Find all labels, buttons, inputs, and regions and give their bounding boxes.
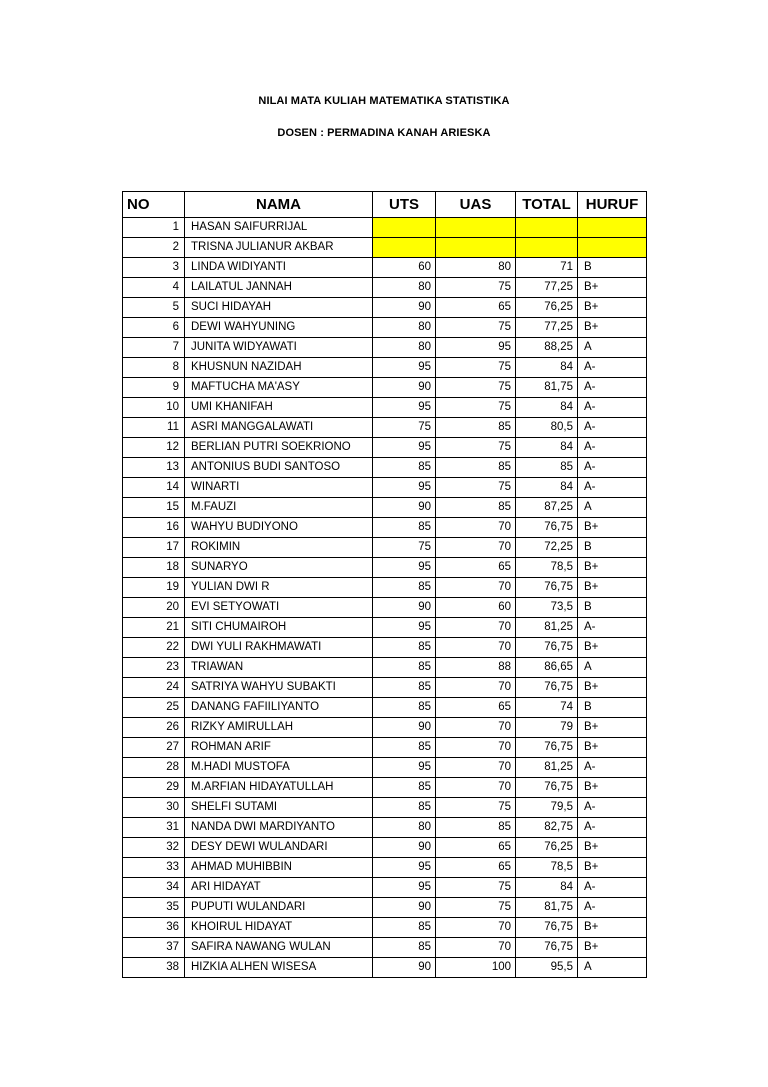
- cell-nama: SUCI HIDAYAH: [185, 298, 373, 318]
- cell-nama: WAHYU BUDIYONO: [185, 518, 373, 538]
- table-row: [123, 578, 647, 598]
- cell-uts: 90: [373, 598, 436, 618]
- cell-total: 77,25: [516, 278, 578, 298]
- cell-uts: 80: [373, 818, 436, 838]
- cell-total: 76,75: [516, 778, 578, 798]
- cell-uas: 65: [436, 838, 516, 858]
- table-row: [123, 938, 647, 958]
- table-row: [123, 618, 647, 638]
- cell-nama: AHMAD MUHIBBIN: [185, 858, 373, 878]
- cell-no: 17: [123, 538, 185, 558]
- cell-no: 15: [123, 498, 185, 518]
- cell-huruf: [578, 218, 647, 238]
- cell-total: 81,75: [516, 378, 578, 398]
- cell-uts: 85: [373, 698, 436, 718]
- cell-nama: SHELFI SUTAMI: [185, 798, 373, 818]
- cell-uas: 80: [436, 258, 516, 278]
- cell-nama: SATRIYA WAHYU SUBAKTI: [185, 678, 373, 698]
- cell-nama: LINDA WIDIYANTI: [185, 258, 373, 278]
- cell-total: 85: [516, 458, 578, 478]
- cell-uts: 90: [373, 378, 436, 398]
- cell-uas: 95: [436, 338, 516, 358]
- cell-huruf: A-: [578, 798, 647, 818]
- cell-no: 1: [123, 218, 185, 238]
- cell-nama: DESY DEWI WULANDARI: [185, 838, 373, 858]
- cell-uts: 75: [373, 418, 436, 438]
- cell-uts: 85: [373, 678, 436, 698]
- cell-uts: 90: [373, 498, 436, 518]
- cell-total: 81,25: [516, 758, 578, 778]
- cell-uts: 95: [373, 398, 436, 418]
- cell-uas: 65: [436, 698, 516, 718]
- cell-uas: 70: [436, 938, 516, 958]
- table-row: [123, 778, 647, 798]
- cell-no: 19: [123, 578, 185, 598]
- cell-no: 9: [123, 378, 185, 398]
- cell-total: 76,75: [516, 638, 578, 658]
- cell-huruf: A-: [578, 458, 647, 478]
- cell-no: 30: [123, 798, 185, 818]
- cell-total: [516, 218, 578, 238]
- cell-total: 84: [516, 438, 578, 458]
- cell-nama: NANDA DWI MARDIYANTO: [185, 818, 373, 838]
- cell-uas: [436, 218, 516, 238]
- cell-huruf: B+: [578, 518, 647, 538]
- cell-uas: 70: [436, 678, 516, 698]
- cell-uts: 95: [373, 438, 436, 458]
- cell-no: 2: [123, 238, 185, 258]
- cell-uas: 75: [436, 358, 516, 378]
- cell-uas: 70: [436, 718, 516, 738]
- cell-no: 20: [123, 598, 185, 618]
- cell-total: 76,75: [516, 918, 578, 938]
- table-row: [123, 878, 647, 898]
- cell-nama: HASAN SAIFURRIJAL: [185, 218, 373, 238]
- table-row: [123, 598, 647, 618]
- cell-no: 8: [123, 358, 185, 378]
- cell-uas: 70: [436, 758, 516, 778]
- cell-huruf: A-: [578, 358, 647, 378]
- cell-no: 5: [123, 298, 185, 318]
- cell-uas: 85: [436, 458, 516, 478]
- cell-no: 23: [123, 658, 185, 678]
- cell-no: 14: [123, 478, 185, 498]
- cell-uts: 80: [373, 278, 436, 298]
- cell-uas: 75: [436, 798, 516, 818]
- cell-no: 34: [123, 878, 185, 898]
- cell-uts: 85: [373, 458, 436, 478]
- cell-huruf: B+: [578, 778, 647, 798]
- cell-nama: PUPUTI WULANDARI: [185, 898, 373, 918]
- cell-uas: 70: [436, 578, 516, 598]
- cell-uts: 90: [373, 838, 436, 858]
- cell-uts: 85: [373, 738, 436, 758]
- table-row: [123, 658, 647, 678]
- cell-huruf: A-: [578, 398, 647, 418]
- cell-no: 26: [123, 718, 185, 738]
- cell-uas: 70: [436, 538, 516, 558]
- cell-no: 12: [123, 438, 185, 458]
- cell-no: 7: [123, 338, 185, 358]
- cell-total: 81,75: [516, 898, 578, 918]
- cell-no: 37: [123, 938, 185, 958]
- table-row: [123, 418, 647, 438]
- cell-uts: 95: [373, 758, 436, 778]
- cell-nama: LAILATUL JANNAH: [185, 278, 373, 298]
- cell-uas: 70: [436, 518, 516, 538]
- cell-huruf: B+: [578, 638, 647, 658]
- cell-nama: BERLIAN PUTRI SOEKRIONO: [185, 438, 373, 458]
- cell-uas: 70: [436, 778, 516, 798]
- cell-total: 87,25: [516, 498, 578, 518]
- cell-huruf: A-: [578, 378, 647, 398]
- cell-no: 35: [123, 898, 185, 918]
- cell-uts: 85: [373, 798, 436, 818]
- cell-uts: 90: [373, 958, 436, 978]
- cell-uts: 85: [373, 778, 436, 798]
- cell-no: 6: [123, 318, 185, 338]
- cell-uts: 95: [373, 858, 436, 878]
- table-row: [123, 538, 647, 558]
- cell-no: 18: [123, 558, 185, 578]
- cell-total: [516, 238, 578, 258]
- document-title: NILAI MATA KULIAH MATEMATIKA STATISTIKA: [258, 95, 510, 107]
- cell-uts: 85: [373, 518, 436, 538]
- cell-uas: 85: [436, 418, 516, 438]
- table-row: [123, 238, 647, 258]
- cell-no: 33: [123, 858, 185, 878]
- cell-no: 22: [123, 638, 185, 658]
- cell-nama: UMI KHANIFAH: [185, 398, 373, 418]
- table-row: [123, 398, 647, 418]
- cell-total: 76,75: [516, 738, 578, 758]
- cell-huruf: B: [578, 258, 647, 278]
- table-row: [123, 498, 647, 518]
- table-row: [123, 378, 647, 398]
- cell-huruf: B+: [578, 298, 647, 318]
- cell-huruf: A-: [578, 818, 647, 838]
- cell-huruf: B: [578, 598, 647, 618]
- cell-total: 72,25: [516, 538, 578, 558]
- cell-uas: 100: [436, 958, 516, 978]
- cell-total: 80,5: [516, 418, 578, 438]
- cell-no: 29: [123, 778, 185, 798]
- cell-total: 76,75: [516, 938, 578, 958]
- cell-uts: 85: [373, 638, 436, 658]
- cell-nama: M.HADI MUSTOFA: [185, 758, 373, 778]
- cell-huruf: B+: [578, 558, 647, 578]
- cell-uas: 60: [436, 598, 516, 618]
- cell-uts: 85: [373, 938, 436, 958]
- cell-huruf: A-: [578, 478, 647, 498]
- cell-huruf: [578, 238, 647, 258]
- cell-uas: 75: [436, 898, 516, 918]
- cell-no: 16: [123, 518, 185, 538]
- table-row: [123, 338, 647, 358]
- cell-uts: 95: [373, 478, 436, 498]
- table-row: [123, 438, 647, 458]
- cell-total: 79: [516, 718, 578, 738]
- cell-no: 13: [123, 458, 185, 478]
- cell-nama: MAFTUCHA MA'ASY: [185, 378, 373, 398]
- cell-nama: DANANG FAFIILIYANTO: [185, 698, 373, 718]
- cell-nama: EVI SETYOWATI: [185, 598, 373, 618]
- cell-uas: 75: [436, 438, 516, 458]
- cell-huruf: B+: [578, 678, 647, 698]
- cell-nama: JUNITA WIDYAWATI: [185, 338, 373, 358]
- cell-total: 81,25: [516, 618, 578, 638]
- cell-nama: TRIAWAN: [185, 658, 373, 678]
- table-row: [123, 738, 647, 758]
- cell-total: 95,5: [516, 958, 578, 978]
- cell-nama: KHOIRUL HIDAYAT: [185, 918, 373, 938]
- cell-huruf: A: [578, 658, 647, 678]
- table-row: [123, 258, 647, 278]
- cell-total: 76,75: [516, 678, 578, 698]
- cell-nama: M.ARFIAN HIDAYATULLAH: [185, 778, 373, 798]
- cell-total: 79,5: [516, 798, 578, 818]
- cell-no: 11: [123, 418, 185, 438]
- cell-total: 71: [516, 258, 578, 278]
- table-row: [123, 818, 647, 838]
- cell-uas: 70: [436, 738, 516, 758]
- table-row: [123, 858, 647, 878]
- cell-total: 76,75: [516, 518, 578, 538]
- cell-nama: KHUSNUN NAZIDAH: [185, 358, 373, 378]
- cell-uts: 90: [373, 298, 436, 318]
- table-row: [123, 218, 647, 238]
- cell-uts: 60: [373, 258, 436, 278]
- cell-uts: 95: [373, 618, 436, 638]
- cell-huruf: B+: [578, 718, 647, 738]
- cell-uas: 75: [436, 318, 516, 338]
- cell-total: 84: [516, 878, 578, 898]
- table-row: [123, 278, 647, 298]
- cell-uas: 75: [436, 378, 516, 398]
- header-no: NO: [123, 192, 185, 218]
- cell-total: 86,65: [516, 658, 578, 678]
- cell-nama: ARI HIDAYAT: [185, 878, 373, 898]
- cell-total: 77,25: [516, 318, 578, 338]
- table-row: [123, 718, 647, 738]
- cell-huruf: A-: [578, 418, 647, 438]
- cell-uas: [436, 238, 516, 258]
- cell-huruf: A-: [578, 618, 647, 638]
- table-row: [123, 298, 647, 318]
- cell-nama: SUNARYO: [185, 558, 373, 578]
- table-row: [123, 358, 647, 378]
- document-subtitle: DOSEN : PERMADINA KANAH ARIESKA: [277, 127, 491, 139]
- table-row: [123, 698, 647, 718]
- table-row: [123, 958, 647, 978]
- cell-total: 78,5: [516, 558, 578, 578]
- cell-total: 84: [516, 358, 578, 378]
- table-row: [123, 558, 647, 578]
- cell-no: 28: [123, 758, 185, 778]
- cell-huruf: B+: [578, 318, 647, 338]
- cell-uas: 75: [436, 278, 516, 298]
- table-row: [123, 318, 647, 338]
- cell-uts: 80: [373, 338, 436, 358]
- header-uts: UTS: [373, 192, 436, 218]
- cell-uts: 75: [373, 538, 436, 558]
- cell-no: 3: [123, 258, 185, 278]
- table-row: [123, 898, 647, 918]
- cell-uts: [373, 238, 436, 258]
- cell-huruf: B+: [578, 918, 647, 938]
- cell-total: 73,5: [516, 598, 578, 618]
- cell-no: 32: [123, 838, 185, 858]
- cell-no: 36: [123, 918, 185, 938]
- cell-no: 27: [123, 738, 185, 758]
- cell-huruf: B+: [578, 938, 647, 958]
- cell-nama: ASRI MANGGALAWATI: [185, 418, 373, 438]
- cell-total: 76,25: [516, 838, 578, 858]
- cell-total: 76,75: [516, 578, 578, 598]
- cell-huruf: B+: [578, 838, 647, 858]
- cell-huruf: A-: [578, 898, 647, 918]
- table-row: [123, 478, 647, 498]
- cell-nama: SAFIRA NAWANG WULAN: [185, 938, 373, 958]
- cell-huruf: B: [578, 698, 647, 718]
- cell-uts: 80: [373, 318, 436, 338]
- cell-uts: 95: [373, 358, 436, 378]
- header-uas: UAS: [436, 192, 516, 218]
- cell-uas: 75: [436, 398, 516, 418]
- cell-huruf: A: [578, 338, 647, 358]
- cell-uas: 85: [436, 498, 516, 518]
- cell-total: 84: [516, 478, 578, 498]
- table-row: [123, 518, 647, 538]
- cell-huruf: B+: [578, 578, 647, 598]
- cell-huruf: A-: [578, 878, 647, 898]
- cell-uas: 75: [436, 478, 516, 498]
- cell-uas: 75: [436, 878, 516, 898]
- table-row: [123, 458, 647, 478]
- table-row: [123, 638, 647, 658]
- cell-no: 10: [123, 398, 185, 418]
- cell-total: 84: [516, 398, 578, 418]
- table-row: [123, 678, 647, 698]
- cell-nama: SITI CHUMAIROH: [185, 618, 373, 638]
- table-body: [123, 218, 647, 978]
- cell-total: 74: [516, 698, 578, 718]
- cell-huruf: B+: [578, 858, 647, 878]
- cell-nama: WINARTI: [185, 478, 373, 498]
- cell-nama: RIZKY AMIRULLAH: [185, 718, 373, 738]
- cell-nama: TRISNA JULIANUR AKBAR: [185, 238, 373, 258]
- cell-nama: YULIAN DWI R: [185, 578, 373, 598]
- cell-uts: 90: [373, 898, 436, 918]
- cell-no: 25: [123, 698, 185, 718]
- header-huruf: HURUF: [578, 192, 647, 218]
- cell-total: 82,75: [516, 818, 578, 838]
- cell-huruf: B: [578, 538, 647, 558]
- cell-no: 31: [123, 818, 185, 838]
- cell-huruf: A: [578, 958, 647, 978]
- cell-uas: 70: [436, 918, 516, 938]
- cell-uts: [373, 218, 436, 238]
- cell-no: 38: [123, 958, 185, 978]
- cell-uas: 70: [436, 618, 516, 638]
- table-row: [123, 758, 647, 778]
- cell-uts: 95: [373, 878, 436, 898]
- header-row: [123, 192, 647, 218]
- cell-total: 88,25: [516, 338, 578, 358]
- cell-total: 78,5: [516, 858, 578, 878]
- table-row: [123, 798, 647, 818]
- header-nama: NAMA: [185, 192, 373, 218]
- cell-no: 4: [123, 278, 185, 298]
- cell-total: 76,25: [516, 298, 578, 318]
- cell-no: 24: [123, 678, 185, 698]
- cell-nama: DEWI WAHYUNING: [185, 318, 373, 338]
- cell-uas: 85: [436, 818, 516, 838]
- cell-nama: DWI YULI RAKHMAWATI: [185, 638, 373, 658]
- cell-huruf: A-: [578, 438, 647, 458]
- cell-huruf: A-: [578, 758, 647, 778]
- grades-table: [122, 191, 647, 978]
- cell-no: 21: [123, 618, 185, 638]
- cell-huruf: B+: [578, 738, 647, 758]
- cell-uts: 85: [373, 658, 436, 678]
- header-total: TOTAL: [516, 192, 578, 218]
- cell-huruf: B+: [578, 278, 647, 298]
- cell-uas: 88: [436, 658, 516, 678]
- cell-uas: 65: [436, 558, 516, 578]
- cell-huruf: A: [578, 498, 647, 518]
- cell-nama: ROHMAN ARIF: [185, 738, 373, 758]
- table-row: [123, 838, 647, 858]
- cell-nama: ROKIMIN: [185, 538, 373, 558]
- cell-uts: 85: [373, 918, 436, 938]
- cell-uts: 85: [373, 578, 436, 598]
- cell-uts: 90: [373, 718, 436, 738]
- cell-nama: ANTONIUS BUDI SANTOSO: [185, 458, 373, 478]
- cell-uas: 65: [436, 858, 516, 878]
- cell-uas: 65: [436, 298, 516, 318]
- cell-uas: 70: [436, 638, 516, 658]
- cell-nama: M.FAUZI: [185, 498, 373, 518]
- table-row: [123, 918, 647, 938]
- cell-nama: HIZKIA ALHEN WISESA: [185, 958, 373, 978]
- cell-uts: 95: [373, 558, 436, 578]
